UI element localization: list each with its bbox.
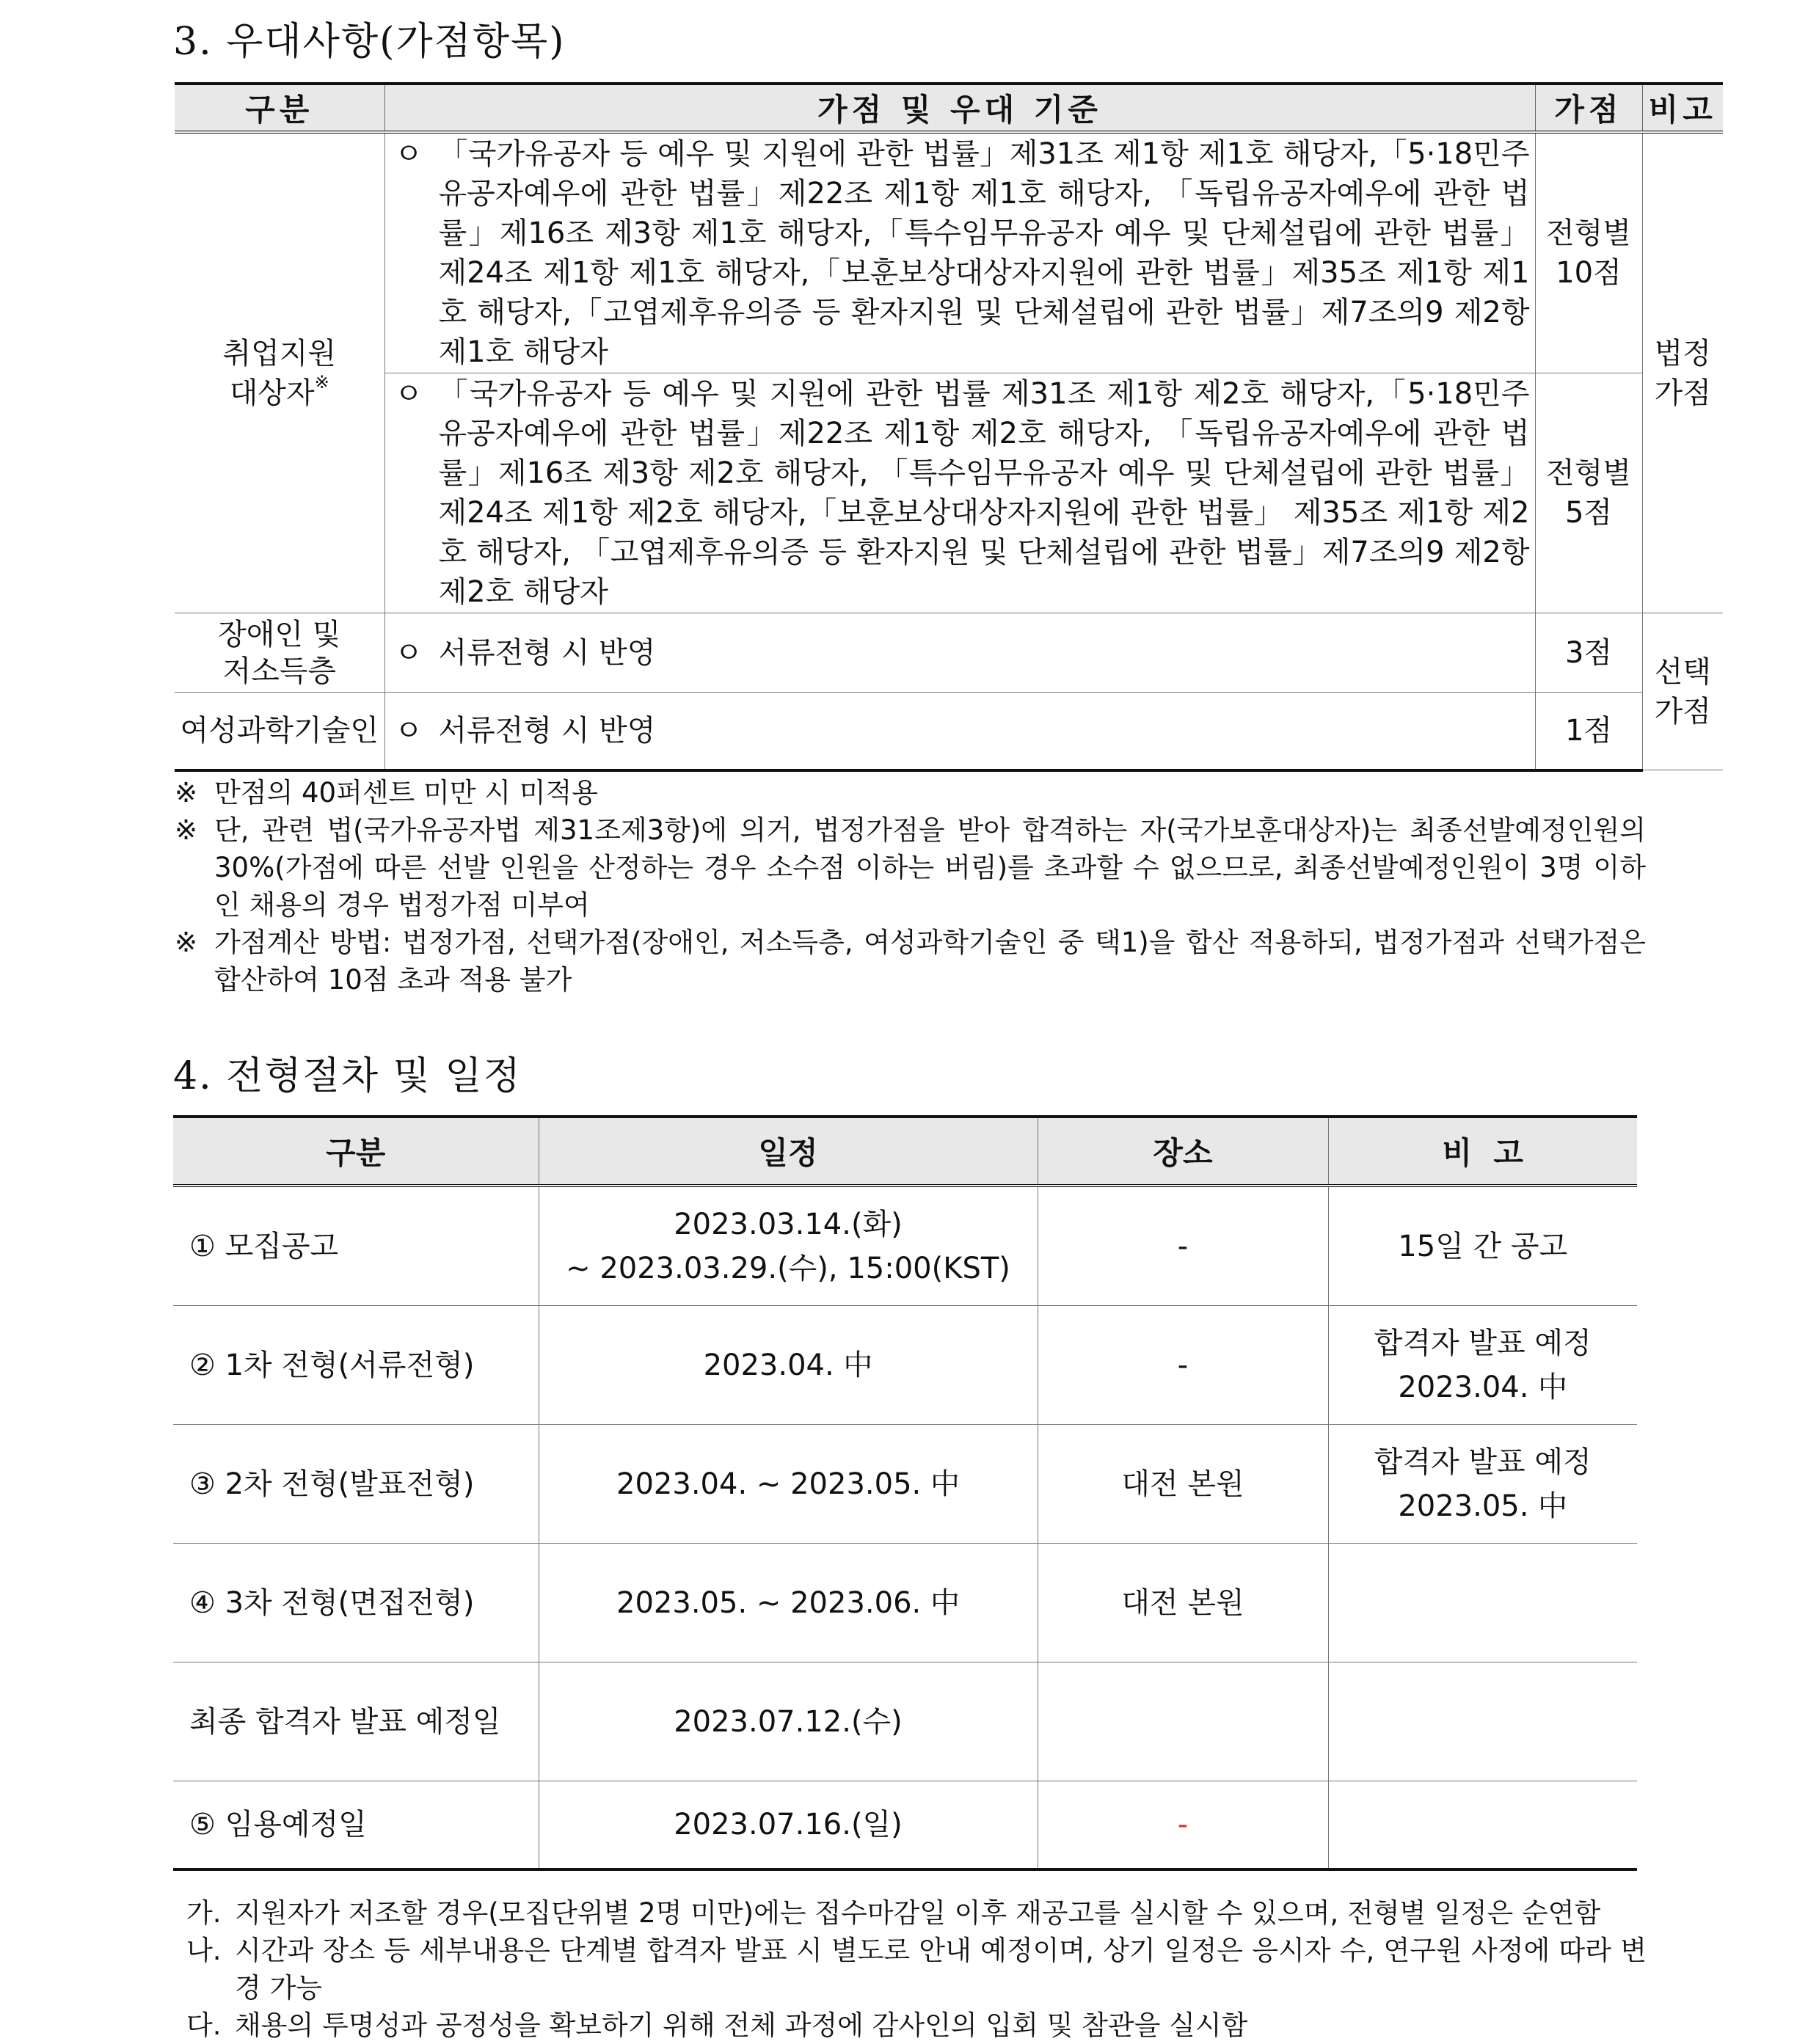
points-cell: 3점: [1535, 613, 1642, 693]
stage-cell: ② 1차 전형(서류전형): [173, 1306, 539, 1425]
table-row: [173, 1662, 1637, 1781]
table-row: [175, 373, 1723, 613]
schedule-cell: 2023.04. ~ 2023.05. 中: [539, 1425, 1038, 1544]
note-item: 가. 지원자가 저조할 경우(모집단위별 2명 미만)에는 접수마감일 이후 재공고를 실시할 수 있으며, 전형별 일정은 순연함: [186, 1897, 1601, 1929]
section4-notes: [186, 1894, 1647, 2044]
preference-header-row: [175, 84, 1723, 132]
schedule-table: [173, 1115, 1637, 1871]
note-cell: [1328, 1544, 1637, 1662]
section3-notes: [175, 774, 1646, 999]
points-cell: 전형별 5점: [1535, 373, 1642, 613]
table-row: [173, 1781, 1637, 1870]
note-cell: [1328, 1662, 1637, 1781]
note-cell: 15일 간 공고: [1328, 1186, 1637, 1306]
place-cell: 대전 본원: [1038, 1544, 1328, 1662]
col-header-schedule: 일정: [539, 1117, 1038, 1186]
note-item: 다. 채용의 투명성과 공정성을 확보하기 위해 전체 과정에 감사인의 입회 및 참관을 실시함: [186, 2010, 1248, 2041]
section3-title: 3. 우대사항(가점항목): [173, 20, 566, 64]
col-header-remark: 비고: [1642, 84, 1723, 132]
category-women-scientist: 여성과학기술인: [175, 693, 384, 770]
criteria-cell: ㅇ 서류전형 시 반영: [384, 693, 1535, 770]
table-row: [173, 1425, 1637, 1544]
schedule-header-row: [173, 1117, 1637, 1186]
table-row: [173, 1186, 1637, 1306]
table-row: [173, 1306, 1637, 1425]
points-cell: 1점: [1535, 693, 1642, 770]
col-header-note: 비 고: [1328, 1117, 1637, 1186]
place-cell: -: [1038, 1781, 1328, 1870]
note-item: ※ 만점의 40퍼센트 미만 시 미적용: [175, 777, 599, 809]
col-header-criteria: 가점 및 우대 기준: [384, 84, 1535, 132]
stage-cell: ⑤ 임용예정일: [173, 1781, 539, 1870]
criteria-cell: ㅇ 「국가유공자 등 예우 및 지원에 관한 법률」제31조 제1항 제1호 해당자,「5·18민주유공자예우에 관한 법률」제22조 제1항 제1호 해당자, 「독립유공자예우에 관한 법률」제16조 제3항 제1호 해당자,「특수임무유공자 예우 및 단체설립에 관한 법률」제24조 제1항 제1호 해당자,「보훈보상대상자지원에 관한 법률」제35조 제1항 제1호 해당자,「고엽제후유의증 등 환자지원 및 단체설립에 관한 법률」제7조의9 제2항 제1호 해당자: [384, 132, 1535, 373]
preference-table: [175, 82, 1723, 772]
remark-cell: 법정 가점: [1642, 132, 1723, 613]
criteria-cell: ㅇ 「국가유공자 등 예우 및 지원에 관한 법률 제31조 제1항 제2호 해당자,「5·18민주유공자예우에 관한 법률」제22조 제1항 제2호 해당자, 「독립유공자예우에 관한 법률」제16조 제3항 제2호 해당자, 「특수임무유공자 예우 및 단체설립에 관한 법률」제24조 제1항 제2호 해당자,「보훈보상대상자지원에 관한 법률」 제35조 제1항 제2호 해당자, 「고엽제후유의증 등 환자지원 및 단체설립에 관한 법률」제7조의9 제2항 제2호 해당자: [384, 373, 1535, 613]
bullet: ㅇ: [394, 377, 423, 411]
category-employment-support: 취업지원 대상자※: [175, 132, 384, 613]
note-item: ※ 가점계산 방법: 법정가점, 선택가점(장애인, 저소득층, 여성과학기술인 중 택1)을 합산 적용하되, 법정가점과 선택가점은 합산하여 10점 초과 적용 불가: [175, 927, 1646, 996]
schedule-cell: 2023.03.14.(화) ~ 2023.03.29.(수), 15:00(KST): [539, 1186, 1038, 1306]
table-row: [173, 1544, 1637, 1662]
table-row: [175, 132, 1723, 373]
stage-cell: ④ 3차 전형(면접전형): [173, 1544, 539, 1662]
table-row: [175, 693, 1723, 770]
remark-cell: 선택 가점: [1642, 613, 1723, 770]
col-header-category: 구분: [175, 84, 384, 132]
table-row: [175, 613, 1723, 693]
schedule-cell: 2023.05. ~ 2023.06. 中: [539, 1544, 1038, 1662]
criteria-cell: ㅇ 서류전형 시 반영: [384, 613, 1535, 693]
place-cell: 대전 본원: [1038, 1425, 1328, 1544]
col-header-place: 장소: [1038, 1117, 1328, 1186]
points-cell: 전형별 10점: [1535, 132, 1642, 373]
category-disabled-low-income: 장애인 및 저소득층: [175, 613, 384, 693]
note-cell: [1328, 1781, 1637, 1870]
stage-cell: ① 모집공고: [173, 1186, 539, 1306]
schedule-cell: 2023.04. 中: [539, 1306, 1038, 1425]
stage-cell: ③ 2차 전형(발표전형): [173, 1425, 539, 1544]
note-cell: 합격자 발표 예정 2023.05. 中: [1328, 1425, 1637, 1544]
bullet: ㅇ: [394, 635, 423, 670]
section4-title: 4. 전형절차 및 일정: [173, 1054, 522, 1098]
place-cell: [1038, 1662, 1328, 1781]
schedule-cell: 2023.07.16.(일): [539, 1781, 1038, 1870]
note-item: ※ 단, 관련 법(국가유공자법 제31조제3항)에 의거, 법정가점을 받아 합격하는 자(국가보훈대상자)는 최종선발예정인원의 30%(가점에 따른 선발 인원을 산정하는 경우 소수점 이하는 버림)를 초과할 수 없으므로, 최종선발예정인원이 3명 이하인 채용의 경우 법정가점 미부여: [175, 814, 1646, 921]
stage-cell: 최종 합격자 발표 예정일: [173, 1662, 539, 1781]
note-item: 나. 시간과 장소 등 세부내용은 단계별 합격자 발표 시 별도로 안내 예정이며, 상기 일정은 응시자 수, 연구원 사정에 따라 변경 가능: [186, 1935, 1647, 2004]
col-header-stage: 구분: [173, 1117, 539, 1186]
col-header-points: 가점: [1535, 84, 1642, 132]
bullet: ㅇ: [394, 713, 423, 748]
bullet: ㅇ: [394, 137, 423, 171]
place-cell: -: [1038, 1306, 1328, 1425]
note-cell: 합격자 발표 예정 2023.04. 中: [1328, 1306, 1637, 1425]
place-cell: -: [1038, 1186, 1328, 1306]
schedule-cell: 2023.07.12.(수): [539, 1662, 1038, 1781]
